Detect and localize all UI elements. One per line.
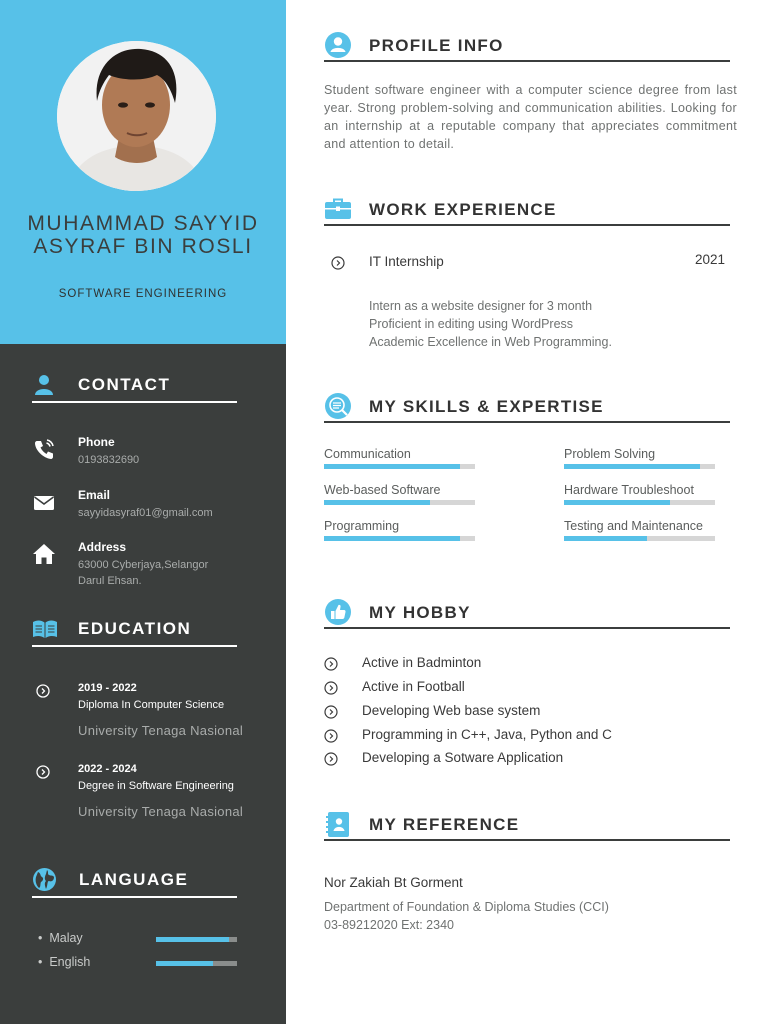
- reference-name: Nor Zakiah Bt Gorment: [324, 875, 463, 890]
- job-description-line: Proficient in editing using WordPress: [369, 317, 574, 331]
- contact-email: [32, 488, 272, 528]
- phone-value[interactable]: 0193832690: [78, 454, 140, 466]
- skill-name: Problem Solving: [564, 447, 656, 461]
- job-description: [369, 297, 699, 351]
- book-icon: [32, 617, 58, 641]
- education-university: University Tenaga Nasional: [78, 723, 244, 738]
- education-degree: Degree in Software Engineering: [78, 780, 234, 792]
- job-description-line: Intern as a website designer for 3 month: [369, 299, 593, 313]
- skill-level-fill: [564, 500, 670, 505]
- skill-name: Communication: [324, 447, 411, 461]
- skill-name: Testing and Maintenance: [564, 519, 703, 533]
- phone-icon: [32, 437, 56, 461]
- language-name: • English: [38, 955, 91, 969]
- person-name: [0, 212, 286, 258]
- language-item: [38, 955, 238, 971]
- job-role: SOFTWARE ENGINEERING: [58, 288, 228, 300]
- chevron-circle-icon: [324, 705, 338, 719]
- address-line2: Darul Ehsan.: [78, 575, 142, 587]
- address-value: [78, 557, 258, 589]
- hobby-text: Developing a Sotware Application: [362, 750, 564, 765]
- reference-phone[interactable]: 03-89212020 Ext: 2340: [324, 918, 454, 932]
- skill-name: Hardware Troubleshoot: [564, 483, 694, 497]
- language-heading-label: LANGUAGE: [79, 869, 189, 889]
- target-icon: [324, 392, 352, 420]
- skill-name: Web-based Software: [324, 483, 441, 497]
- skill-level-fill: [324, 464, 460, 469]
- person-name-line2: ASYRAF BIN ROSLI: [33, 235, 253, 258]
- language-level-fill: [156, 937, 229, 942]
- education-university: University Tenaga Nasional: [78, 804, 244, 819]
- skill-level-bar: [564, 464, 715, 469]
- hobby-text: Active in Football: [362, 679, 465, 694]
- skills-divider: [324, 421, 730, 423]
- education-item: [32, 763, 277, 823]
- skill-item: [324, 447, 494, 477]
- work-experience-heading: [324, 192, 730, 226]
- language-item: [38, 931, 238, 947]
- skill-item: [324, 483, 494, 513]
- profile-summary: Student software engineer with a computer science degree from last year. Strong problem-solving and communication abilities. Looking for an internship at a reputable company that appreciates commitment and attention to detail.: [324, 83, 737, 151]
- hobby-heading: [324, 595, 730, 629]
- thumbs-up-icon: [324, 598, 352, 626]
- skill-item: [564, 519, 734, 549]
- chevron-circle-icon: [324, 729, 338, 743]
- address-label: Address: [78, 540, 127, 554]
- contact-heading: [32, 373, 170, 397]
- contact-phone: [32, 435, 272, 475]
- email-label: Email: [78, 488, 111, 502]
- chevron-circle-icon: [36, 765, 50, 779]
- skill-level-bar: [324, 464, 475, 469]
- skills-heading: [324, 389, 730, 423]
- skill-item: [324, 519, 494, 549]
- job-title: IT Internship: [369, 254, 444, 269]
- chevron-circle-icon: [331, 256, 345, 270]
- education-divider: [32, 645, 237, 647]
- skills-title: MY SKILLS & EXPERTISE: [369, 397, 604, 416]
- work-experience-divider: [324, 224, 730, 226]
- profile-info-divider: [324, 60, 730, 62]
- home-icon: [32, 542, 56, 566]
- address-line1: 63000 Cyberjaya,Selangor: [78, 559, 209, 571]
- education-heading: [32, 617, 191, 641]
- profile-info-title: PROFILE INFO: [369, 36, 504, 55]
- education-degree: Diploma In Computer Science: [78, 699, 225, 711]
- language-level-fill: [156, 961, 213, 966]
- chevron-circle-icon: [36, 684, 50, 698]
- skill-level-bar: [564, 536, 715, 541]
- person-icon: [32, 373, 56, 397]
- hobby-item: [324, 703, 724, 721]
- profile-info-heading: [324, 28, 730, 62]
- chevron-circle-icon: [324, 681, 338, 695]
- skill-level-fill: [324, 500, 430, 505]
- person-name-line1: MUHAMMAD SAYYID: [27, 212, 259, 235]
- education-years: 2022 - 2024: [78, 763, 137, 775]
- contact-book-icon: [324, 810, 352, 838]
- contact-address: [32, 540, 272, 592]
- education-years: 2019 - 2022: [78, 682, 137, 694]
- hobby-divider: [324, 627, 730, 629]
- work-experience-title: WORK EXPERIENCE: [369, 200, 557, 219]
- skill-item: [564, 447, 734, 477]
- skill-name: Programming: [324, 519, 400, 533]
- contact-divider: [32, 401, 237, 403]
- profile-photo: [57, 41, 216, 191]
- hobby-text: Active in Badminton: [362, 655, 482, 670]
- reference-title: MY REFERENCE: [369, 815, 520, 834]
- language-name: • Malay: [38, 931, 83, 945]
- hobby-item: [324, 679, 724, 697]
- skill-level-bar: [564, 500, 715, 505]
- phone-label: Phone: [78, 435, 115, 449]
- contact-heading-label: CONTACT: [78, 375, 171, 394]
- chevron-circle-icon: [324, 657, 338, 671]
- skill-level-bar: [324, 536, 475, 541]
- skill-level-fill: [564, 464, 700, 469]
- language-heading: [32, 867, 188, 892]
- hobby-text: Programming in C++, Java, Python and C: [362, 727, 612, 742]
- reference-divider: [324, 839, 730, 841]
- education-heading-label: EDUCATION: [78, 619, 192, 638]
- job-description-line: Academic Excellence in Web Programming.: [369, 335, 612, 349]
- email-value[interactable]: sayyidasyraf01@gmail.com: [78, 507, 213, 519]
- hobby-item: [324, 727, 724, 745]
- chevron-circle-icon: [324, 752, 338, 766]
- reference-heading: [324, 807, 730, 841]
- hobby-title: MY HOBBY: [369, 603, 471, 622]
- user-circle-icon: [324, 31, 352, 59]
- hobby-text: Developing Web base system: [362, 703, 541, 718]
- skill-item: [564, 483, 734, 513]
- skill-level-fill: [564, 536, 647, 541]
- hobby-item: [324, 655, 724, 673]
- skill-level-fill: [324, 536, 460, 541]
- email-icon: [32, 490, 56, 514]
- job-year: 2021: [695, 252, 726, 267]
- language-level-bar: [156, 937, 237, 942]
- reference-department: Department of Foundation & Diploma Studies (CCI): [324, 900, 609, 914]
- skill-level-bar: [324, 500, 475, 505]
- briefcase-icon: [324, 195, 352, 223]
- hobby-item: [324, 750, 724, 768]
- education-item: [32, 682, 277, 742]
- language-divider: [32, 896, 237, 898]
- language-level-bar: [156, 961, 237, 966]
- globe-icon: [32, 867, 57, 892]
